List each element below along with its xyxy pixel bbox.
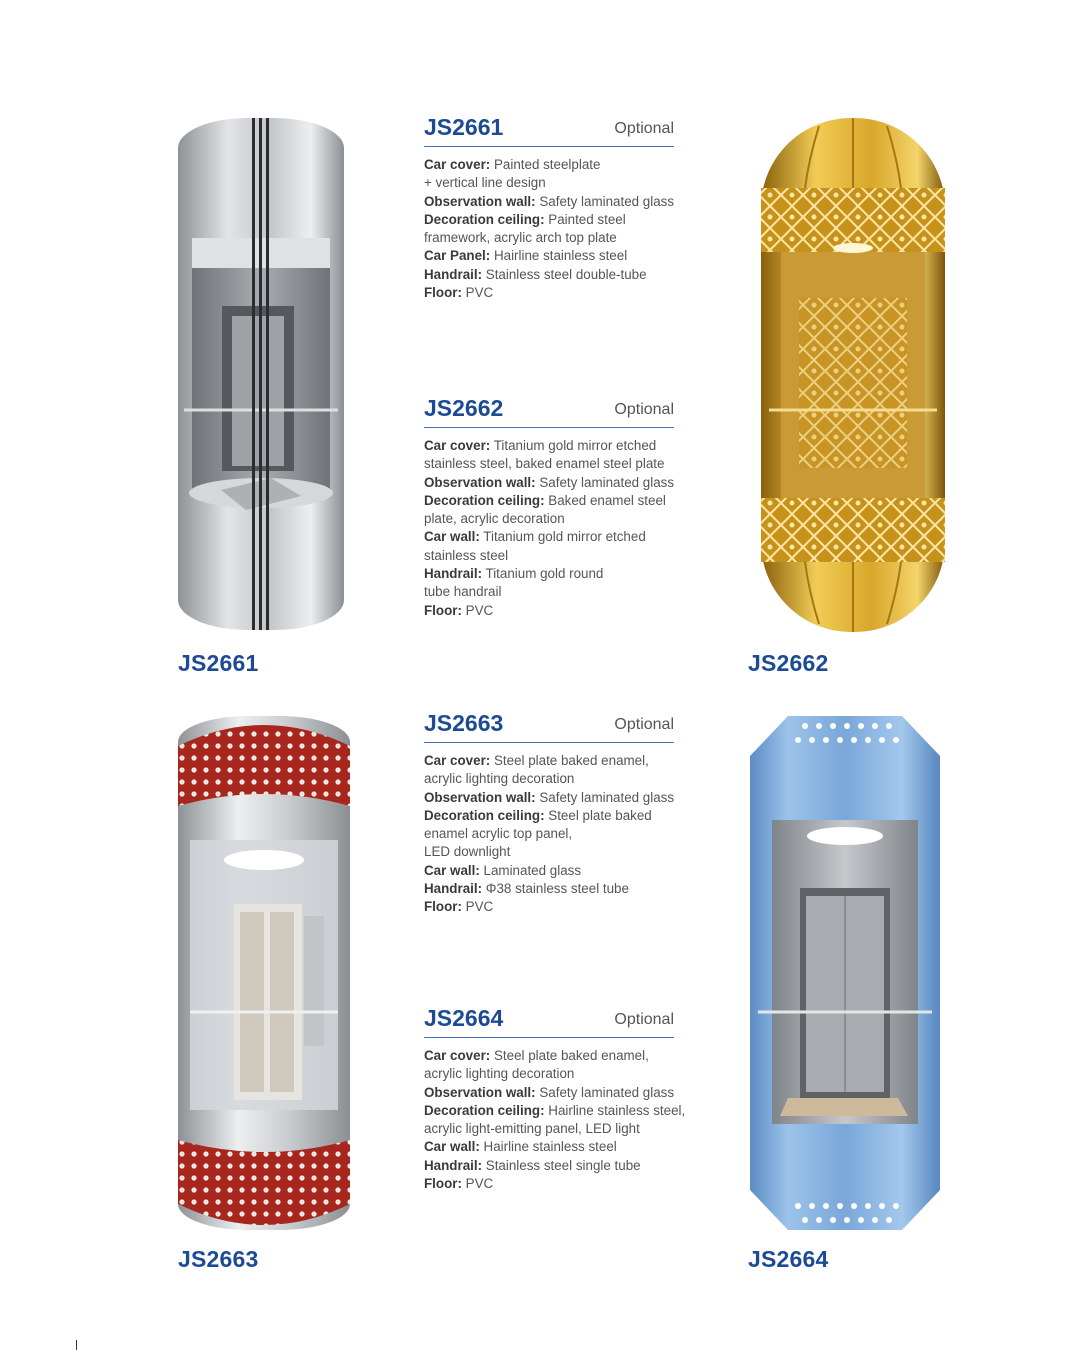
spec-line bbox=[424, 247, 696, 265]
spec-code: JS2663 bbox=[424, 710, 504, 736]
spec-block-js2663 bbox=[424, 712, 696, 917]
spec-value: Painted steel bbox=[544, 211, 626, 227]
spec-line bbox=[424, 156, 696, 174]
spec-line bbox=[424, 1102, 696, 1120]
caption-js2662: JS2662 bbox=[748, 650, 829, 676]
spec-line bbox=[424, 1157, 696, 1175]
spec-line bbox=[424, 528, 696, 546]
caption-js2663: JS2663 bbox=[178, 1246, 259, 1272]
spec-header bbox=[424, 712, 674, 743]
spec-line bbox=[424, 266, 696, 284]
caption-js2664: JS2664 bbox=[748, 1246, 829, 1272]
spec-code: JS2664 bbox=[424, 1005, 504, 1031]
spec-value: stainless steel bbox=[424, 547, 509, 563]
spec-value: Painted steelplate bbox=[490, 157, 601, 172]
spec-value: framework, acrylic arch top plate bbox=[424, 230, 617, 246]
spec-line bbox=[424, 843, 696, 861]
spec-value: Titanium gold mirror etched bbox=[490, 438, 657, 453]
optional-label: Optional bbox=[614, 716, 674, 733]
optional-label: Optional bbox=[614, 401, 674, 418]
spec-line bbox=[424, 284, 696, 302]
spec-value: Hairline stainless steel, bbox=[544, 1102, 686, 1118]
page-edge-mark bbox=[76, 1340, 77, 1350]
spec-line bbox=[424, 1084, 696, 1102]
spec-label: Handrail: bbox=[424, 266, 483, 282]
spec-label: Car cover: bbox=[424, 753, 491, 768]
spec-label: Decoration ceiling: bbox=[424, 211, 545, 227]
spec-label: Decoration ceiling: bbox=[424, 807, 545, 823]
spec-line bbox=[424, 211, 696, 229]
spec-label: Car wall: bbox=[424, 1139, 480, 1155]
spec-line bbox=[424, 752, 696, 770]
spec-value: Titanium gold round bbox=[482, 566, 604, 582]
spec-label: Floor: bbox=[424, 602, 462, 618]
spec-label: Car Panel: bbox=[424, 248, 491, 264]
spec-header bbox=[424, 1007, 674, 1038]
spec-list bbox=[424, 437, 696, 620]
spec-label: Observation wall: bbox=[424, 474, 536, 490]
spec-value: Safety laminated glass bbox=[535, 193, 675, 209]
spec-value: Safety laminated glass bbox=[535, 789, 675, 805]
spec-label: Floor: bbox=[424, 899, 462, 915]
spec-line bbox=[424, 437, 696, 455]
spec-header bbox=[424, 116, 674, 147]
spec-header bbox=[424, 397, 674, 428]
spec-value: PVC bbox=[461, 899, 494, 915]
spec-label: Floor: bbox=[424, 285, 462, 301]
spec-line bbox=[424, 510, 696, 528]
elevator-illustration-js2662 bbox=[759, 118, 947, 632]
spec-label: Car cover: bbox=[424, 1048, 491, 1063]
spec-label: Handrail: bbox=[424, 566, 483, 582]
spec-value: enamel acrylic top panel, bbox=[424, 826, 573, 842]
spec-value: Titanium gold mirror etched bbox=[479, 529, 646, 545]
spec-label: Car wall: bbox=[424, 529, 480, 545]
spec-line bbox=[424, 1065, 696, 1083]
spec-value: Hairline stainless steel bbox=[490, 248, 628, 264]
spec-line bbox=[424, 789, 696, 807]
spec-label: Car cover: bbox=[424, 438, 491, 453]
spec-value: Safety laminated glass bbox=[535, 474, 675, 490]
caption-js2661: JS2661 bbox=[178, 650, 259, 676]
elevator-illustration-js2664 bbox=[748, 716, 942, 1230]
spec-value: Baked enamel steel bbox=[544, 492, 666, 508]
spec-label: Car cover: bbox=[424, 157, 491, 172]
spec-line bbox=[424, 583, 696, 601]
spec-line bbox=[424, 1175, 696, 1193]
spec-value: Safety laminated glass bbox=[535, 1084, 675, 1100]
spec-list bbox=[424, 752, 696, 917]
spec-line bbox=[424, 174, 696, 192]
spec-line bbox=[424, 1120, 696, 1138]
spec-line bbox=[424, 492, 696, 510]
elevator-illustration-js2661 bbox=[176, 118, 346, 630]
spec-label: Floor: bbox=[424, 1176, 462, 1192]
spec-value: Φ38 stainless steel tube bbox=[482, 881, 629, 897]
elevator-illustration-js2663 bbox=[176, 716, 352, 1230]
spec-value: + vertical line design bbox=[424, 175, 546, 191]
spec-value: LED downlight bbox=[424, 844, 511, 860]
spec-value: Laminated glass bbox=[479, 862, 582, 878]
spec-value: PVC bbox=[461, 1176, 494, 1192]
spec-line bbox=[424, 565, 696, 583]
spec-label: Observation wall: bbox=[424, 789, 536, 805]
spec-list bbox=[424, 1047, 696, 1193]
spec-line bbox=[424, 825, 696, 843]
spec-line bbox=[424, 770, 696, 788]
spec-label: Observation wall: bbox=[424, 193, 536, 209]
spec-code: JS2662 bbox=[424, 395, 504, 421]
spec-label: Decoration ceiling: bbox=[424, 1102, 545, 1118]
spec-block-js2662 bbox=[424, 397, 696, 620]
spec-line bbox=[424, 1047, 696, 1065]
spec-value: Stainless steel single tube bbox=[482, 1157, 641, 1173]
spec-value: acrylic lighting decoration bbox=[424, 771, 575, 787]
spec-value: Hairline stainless steel bbox=[479, 1139, 617, 1155]
spec-label: Car wall: bbox=[424, 862, 480, 878]
spec-code: JS2661 bbox=[424, 114, 504, 140]
spec-value: Steel plate baked enamel, bbox=[490, 753, 649, 768]
spec-value: PVC bbox=[461, 285, 494, 301]
spec-line bbox=[424, 547, 696, 565]
spec-label: Handrail: bbox=[424, 881, 483, 897]
spec-line bbox=[424, 602, 696, 620]
spec-value: acrylic light-emitting panel, LED light bbox=[424, 1121, 640, 1137]
spec-label: Handrail: bbox=[424, 1157, 483, 1173]
optional-label: Optional bbox=[614, 1011, 674, 1028]
spec-value: Steel plate baked bbox=[544, 807, 652, 823]
spec-list bbox=[424, 156, 696, 302]
spec-line bbox=[424, 193, 696, 211]
spec-value: PVC bbox=[461, 602, 494, 618]
spec-value: Stainless steel double-tube bbox=[482, 266, 647, 282]
optional-label: Optional bbox=[614, 120, 674, 137]
spec-value: Steel plate baked enamel, bbox=[490, 1048, 649, 1063]
spec-line bbox=[424, 862, 696, 880]
spec-block-js2664 bbox=[424, 1007, 696, 1193]
spec-line bbox=[424, 807, 696, 825]
spec-line bbox=[424, 474, 696, 492]
spec-label: Observation wall: bbox=[424, 1084, 536, 1100]
spec-line bbox=[424, 455, 696, 473]
spec-value: acrylic lighting decoration bbox=[424, 1066, 575, 1082]
spec-line bbox=[424, 229, 696, 247]
spec-value: plate, acrylic decoration bbox=[424, 511, 565, 527]
spec-value: tube handrail bbox=[424, 584, 502, 600]
spec-label: Decoration ceiling: bbox=[424, 492, 545, 508]
spec-line bbox=[424, 898, 696, 916]
spec-block-js2661 bbox=[424, 116, 696, 302]
spec-line bbox=[424, 880, 696, 898]
spec-value: stainless steel, baked enamel steel plate bbox=[424, 456, 665, 472]
spec-line bbox=[424, 1138, 696, 1156]
